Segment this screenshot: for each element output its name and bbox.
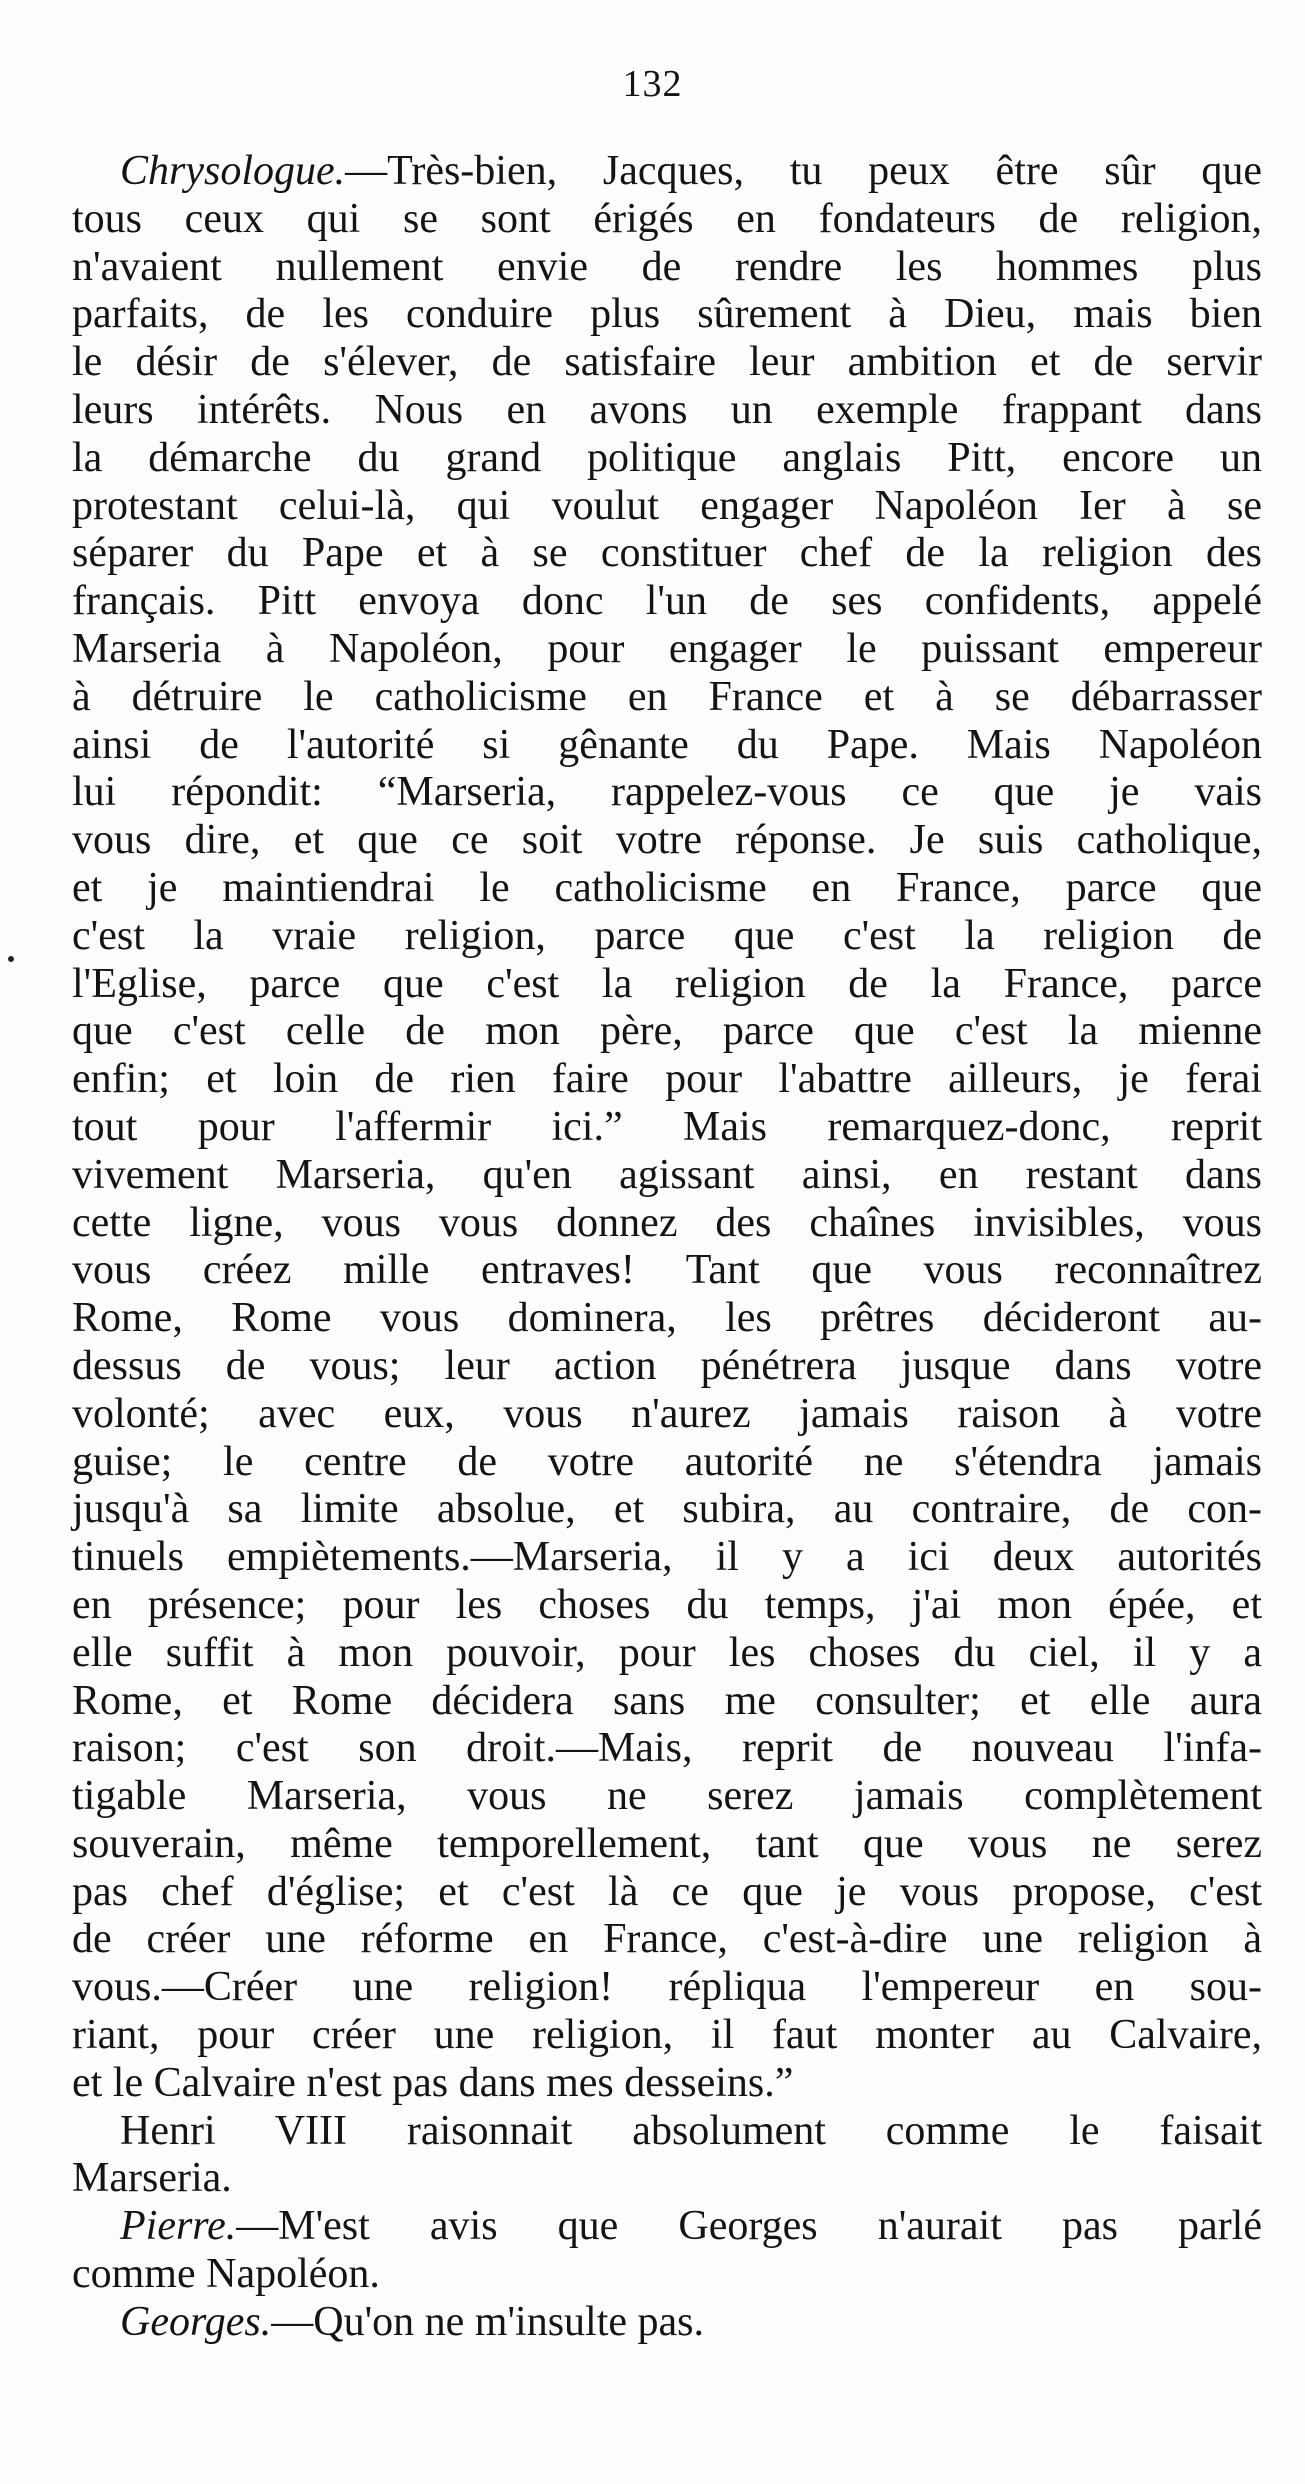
line-text: comme Napoléon.: [72, 2251, 380, 2298]
page-number: 132: [622, 63, 683, 105]
text-line: [72, 1247, 1262, 1295]
text-line: [72, 196, 1262, 244]
line-text: ainsi de l'autorité si gênante du Pape. Mais Napoléon: [72, 721, 1262, 768]
line-text: tous ceux qui se sont érigés en fondateurs de religion,: [72, 195, 1262, 242]
text-line: [72, 1534, 1262, 1582]
line-text: —M'est avis que Georges n'aurait pas parlé: [236, 2203, 1262, 2250]
line-text: raison; c'est son droit.—Mais, reprit de nouveau l'infa-: [72, 1725, 1262, 1772]
text-line: [72, 1439, 1262, 1487]
line-text: de créer une réforme en France, c'est-à-dire une religion à: [72, 1916, 1262, 1963]
text-line: [72, 961, 1262, 1009]
text-line: [72, 1916, 1262, 1964]
text-line: [72, 1008, 1262, 1056]
line-text: jusqu'à sa limite absolue, et subira, au contraire, de con-: [72, 1486, 1262, 1533]
text-line: [72, 2108, 1262, 2156]
text-line: [72, 1964, 1262, 2012]
text-line: [72, 1486, 1262, 1534]
text-line: [72, 674, 1262, 722]
text-line: [72, 435, 1262, 483]
text-line: [72, 1152, 1262, 1200]
line-text: Marseria.: [72, 2155, 232, 2202]
line-text: vous.—Créer une religion! répliqua l'empereur en sou-: [72, 1964, 1262, 2011]
text-line: [72, 722, 1262, 770]
text-line: [72, 1773, 1262, 1821]
line-text: français. Pitt envoya donc l'un de ses confidents, appelé: [72, 578, 1262, 625]
text-line: [72, 1295, 1262, 1343]
text-line: [72, 1343, 1262, 1391]
text-line: [72, 1630, 1262, 1678]
text-line: [72, 1056, 1262, 1104]
text-line: [72, 1582, 1262, 1630]
speaker-name: Chrysologue.: [120, 148, 346, 194]
text-line: [72, 148, 1262, 196]
line-text: leurs intérêts. Nous en avons un exemple frappant dans: [72, 386, 1262, 433]
line-text: guise; le centre de votre autorité ne s'étendra jamais: [72, 1438, 1262, 1485]
line-text: parfaits, de les conduire plus sûrement à Dieu, mais bien: [72, 291, 1262, 338]
text-line: [72, 2060, 1262, 2108]
line-text: la démarche du grand politique anglais Pitt, encore un: [72, 434, 1262, 481]
line-text: dessus de vous; leur action pénétrera jusque dans votre: [72, 1342, 1262, 1389]
line-text: —Très-bien, Jacques, tu peux être sûr que: [345, 148, 1262, 194]
line-text: tigable Marseria, vous ne serez jamais complètement: [72, 1773, 1262, 1820]
speaker-name: Georges.: [120, 2298, 272, 2345]
text-line: [72, 2203, 1262, 2251]
line-text: vous créez mille entraves! Tant que vous reconnaîtrez: [72, 1247, 1262, 1294]
line-text: tout pour l'affermir ici.” Mais remarquez-donc, reprit: [72, 1103, 1262, 1150]
text-line: [72, 2012, 1262, 2060]
text-line: [72, 1821, 1262, 1869]
text-line: [72, 2299, 1262, 2347]
line-text: et le Calvaire n'est pas dans mes desseins.”: [72, 2059, 794, 2106]
text-line: [72, 2155, 1262, 2203]
text-line: [72, 865, 1262, 913]
line-text: riant, pour créer une religion, il faut monter au Calvaire,: [72, 2012, 1262, 2059]
line-text: que c'est celle de mon père, parce que c'est la mienne: [72, 1008, 1262, 1055]
text-line: [72, 339, 1262, 387]
line-text: Henri VIII raisonnait absolument comme le faisait: [120, 2107, 1262, 2154]
text-line: [72, 1104, 1262, 1152]
text-line: [72, 1678, 1262, 1726]
text-line: [72, 1869, 1262, 1917]
text-line: [72, 769, 1262, 817]
line-text: pas chef d'église; et c'est là ce que je vous propose, c'est: [72, 1868, 1262, 1915]
line-text: séparer du Pape et à se constituer chef de la religion des: [72, 530, 1262, 577]
text-line: [72, 913, 1262, 961]
line-text: souverain, même temporellement, tant que vous ne serez: [72, 1820, 1262, 1867]
line-text: protestant celui-là, qui voulut engager Napoléon Ier à se: [72, 482, 1262, 529]
line-text: et je maintiendrai le catholicisme en France, parce que: [72, 864, 1262, 911]
text-line: [72, 1725, 1262, 1773]
text-line: [72, 244, 1262, 292]
body-text: [72, 148, 1262, 2347]
text-line: [72, 483, 1262, 531]
line-text: enfin; et loin de rien faire pour l'abattre ailleurs, je ferai: [72, 1056, 1262, 1103]
line-text: c'est la vraie religion, parce que c'est la religion de: [72, 912, 1262, 959]
text-line: [72, 817, 1262, 865]
text-line: [72, 1391, 1262, 1439]
text-line: [72, 626, 1262, 674]
line-text: tinuels empiètements.—Marseria, il y a ici deux autorités: [72, 1534, 1262, 1581]
line-text: Rome, et Rome décidera sans me consulter; et elle aura: [72, 1677, 1262, 1724]
line-text: volonté; avec eux, vous n'aurez jamais raison à votre: [72, 1390, 1262, 1437]
line-text: cette ligne, vous vous donnez des chaînes invisibles, vous: [72, 1199, 1262, 1246]
line-text: elle suffit à mon pouvoir, pour les choses du ciel, il y a: [72, 1629, 1262, 1676]
line-text: le désir de s'élever, de satisfaire leur ambition et de servir: [72, 339, 1262, 386]
line-text: —Qu'on ne m'insulte pas.: [271, 2298, 705, 2345]
text-line: [72, 1200, 1262, 1248]
line-text: vous dire, et que ce soit votre réponse. Je suis catholique,: [72, 817, 1262, 864]
line-text: Marseria à Napoléon, pour engager le puissant empereur: [72, 625, 1262, 672]
speaker-name: Pierre.: [120, 2203, 237, 2250]
line-text: l'Eglise, parce que c'est la religion de la France, parce: [72, 960, 1262, 1007]
line-text: en présence; pour les choses du temps, j'ai mon épée, et: [72, 1581, 1262, 1628]
line-text: vivement Marseria, qu'en agissant ainsi, en restant dans: [72, 1151, 1262, 1198]
margin-mark: [8, 956, 14, 962]
text-line: [72, 578, 1262, 626]
text-line: [72, 387, 1262, 435]
line-text: lui répondit: “Marseria, rappelez-vous ce que je vais: [72, 769, 1262, 816]
line-text: Rome, Rome vous dominera, les prêtres décideront au-: [72, 1295, 1262, 1342]
line-text: à détruire le catholicisme en France et à se débarrasser: [72, 673, 1262, 720]
line-text: n'avaient nullement envie de rendre les hommes plus: [72, 243, 1262, 290]
text-line: [72, 2251, 1262, 2299]
text-line: [72, 291, 1262, 339]
text-line: [72, 530, 1262, 578]
